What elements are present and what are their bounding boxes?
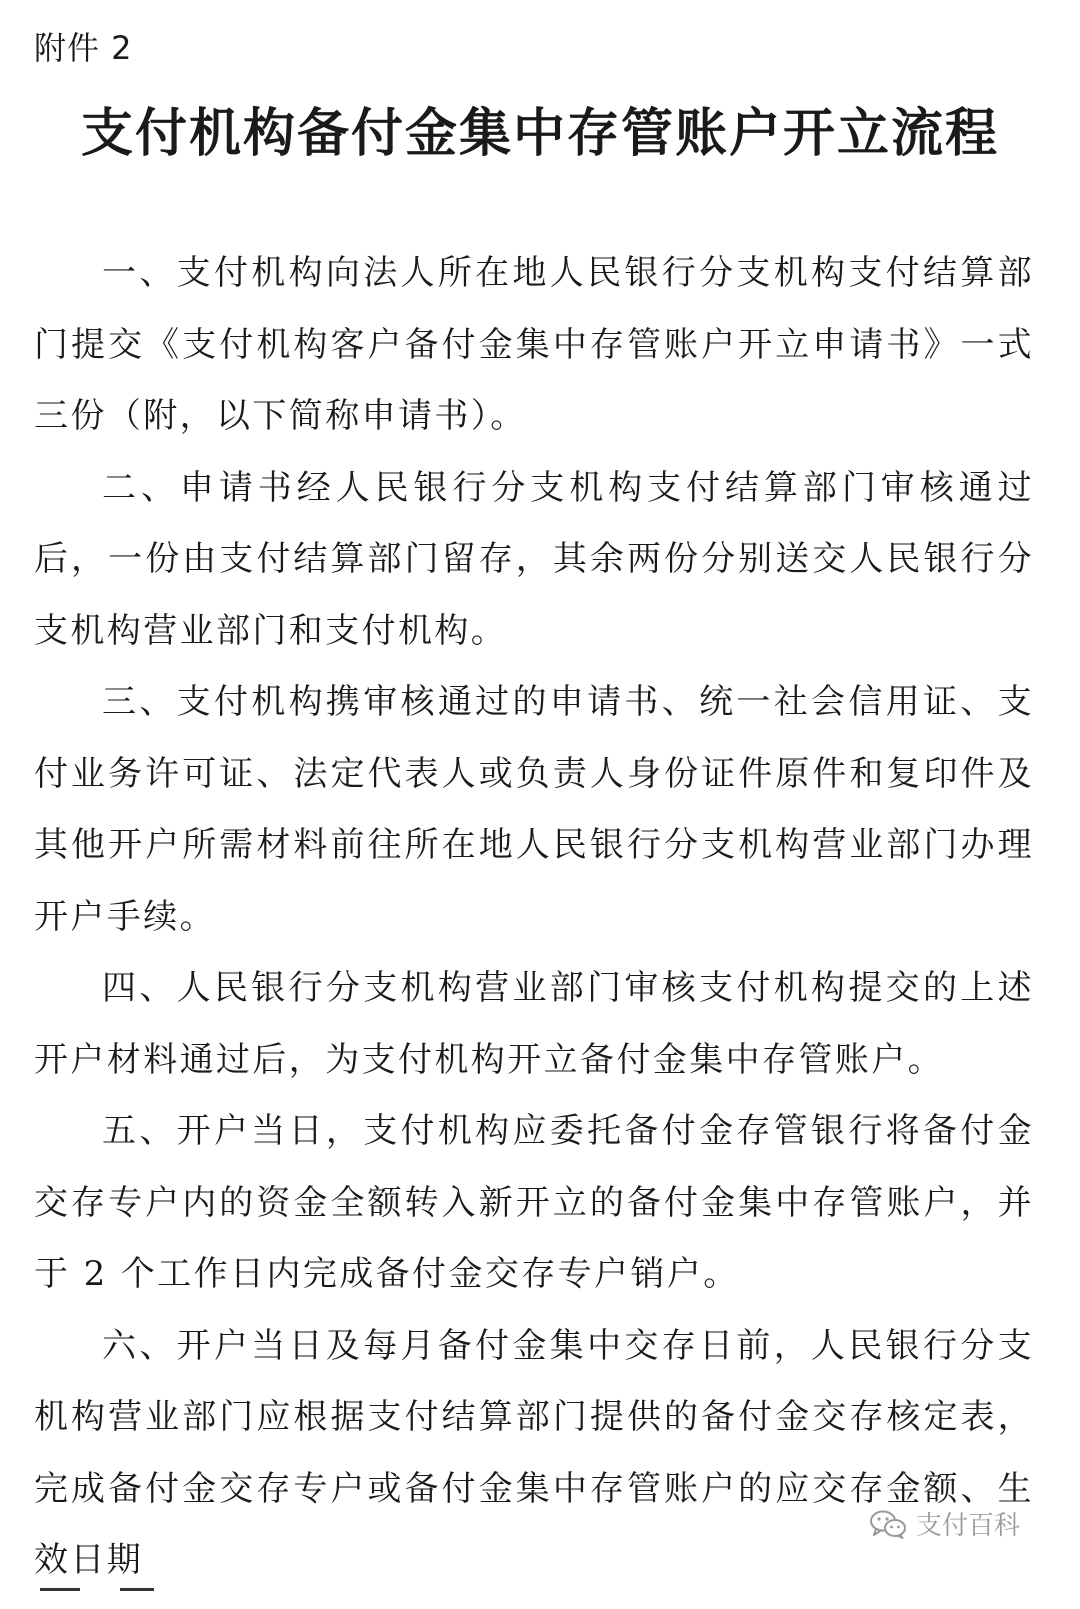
paragraph-4: 四、人民银行分支机构营业部门审核支付机构提交的上述开户材料通过后，为支付机构开立备付金集中存管账户。 [34, 968, 1034, 1080]
page-title: 支付机构备付金集中存管账户开立流程 [80, 104, 999, 164]
paragraph-1: 一、支付机构向法人所在地人民银行分支机构支付结算部门提交《支付机构客户备付金集中存管账户开立申请书》一式三份（附，以下简称申请书）。 [34, 253, 1034, 436]
wechat-icon [868, 1509, 908, 1539]
cutoff-text-fragment [120, 1588, 154, 1591]
watermark [868, 1505, 1020, 1542]
document-body [34, 238, 1034, 1597]
paragraph-6: 六、开户当日及每月备付金集中交存日前，人民银行分支机构营业部门应根据支付结算部门提供的备付金交存核定表，完成备付金交存专户或备付金集中存管账户的应交存金额、生效日期 [34, 1325, 1034, 1580]
paragraph-5: 五、开户当日，支付机构应委托备付金存管银行将备付金交存专户内的资金全额转入新开立的备付金集中存管账户，并于 2 个工作日内完成备付金交存专户销户。 [34, 1111, 1034, 1294]
cutoff-text-fragment [40, 1588, 80, 1591]
paragraph-3: 三、支付机构携审核通过的申请书、统一社会信用证、支付业务许可证、法定代表人或负责人身份证件原件和复印件及其他开户所需材料前往所在地人民银行分支机构营业部门办理开户手续。 [34, 682, 1034, 937]
attachment-label: 附件 2 [34, 29, 133, 67]
watermark-text: 支付百科 [915, 1511, 1020, 1541]
paragraph-2: 二、申请书经人民银行分支机构支付结算部门审核通过后，一份由支付结算部门留存，其余两份分别送交人民银行分支机构营业部门和支付机构。 [34, 467, 1034, 651]
